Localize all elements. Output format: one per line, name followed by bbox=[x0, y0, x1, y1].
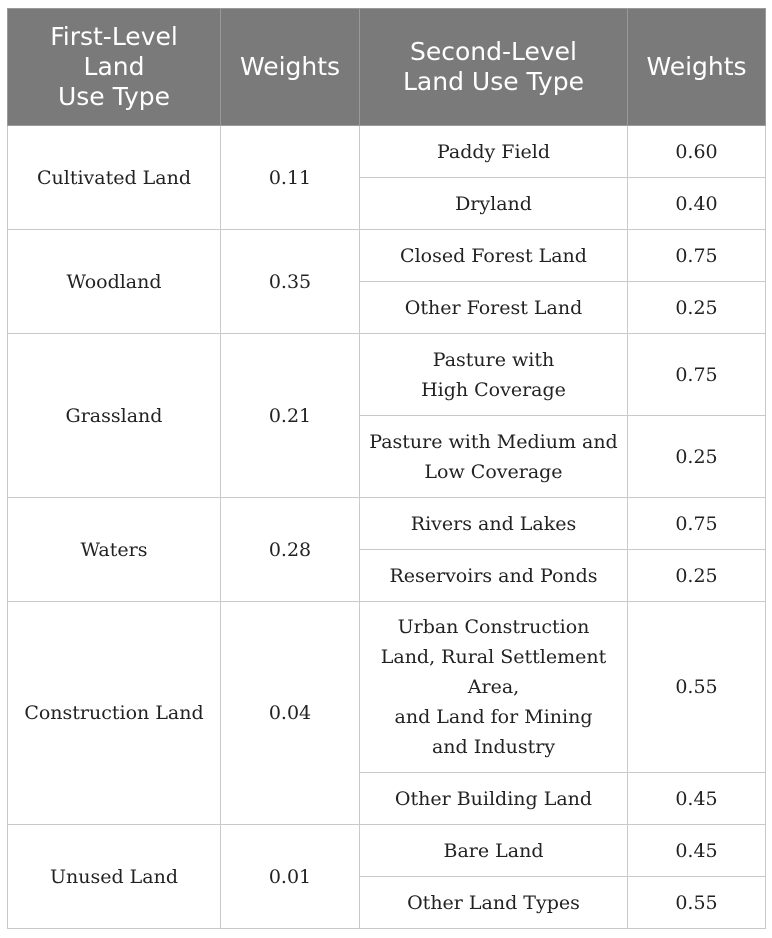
second-level-type-cell: Rivers and Lakes bbox=[360, 498, 628, 550]
first-level-type-cell: Construction Land bbox=[8, 602, 221, 825]
table-row bbox=[8, 230, 766, 282]
second-level-weight-cell: 0.45 bbox=[628, 825, 766, 877]
header-second-level-weights: Weights bbox=[628, 9, 766, 126]
second-level-type-cell: Pasture with Medium and Low Coverage bbox=[360, 416, 628, 498]
second-level-weight-cell: 0.45 bbox=[628, 773, 766, 825]
first-level-weight-cell: 0.11 bbox=[221, 126, 360, 230]
land-use-weights-table bbox=[7, 8, 766, 929]
table-row bbox=[8, 126, 766, 178]
second-level-weight-cell: 0.60 bbox=[628, 126, 766, 178]
second-level-weight-cell: 0.75 bbox=[628, 334, 766, 416]
second-level-type-cell: Pasture with High Coverage bbox=[360, 334, 628, 416]
table-row bbox=[8, 334, 766, 416]
first-level-weight-cell: 0.28 bbox=[221, 498, 360, 602]
first-level-weight-cell: 0.35 bbox=[221, 230, 360, 334]
first-level-weight-cell: 0.21 bbox=[221, 334, 360, 498]
header-second-level-type: Second-Level Land Use Type bbox=[360, 9, 628, 126]
second-level-type-cell: Urban Construction Land, Rural Settlement Area, and Land for Mining and Industry bbox=[360, 602, 628, 773]
second-level-type-cell: Paddy Field bbox=[360, 126, 628, 178]
second-level-weight-cell: 0.75 bbox=[628, 230, 766, 282]
header-first-level-type: First-Level Land Use Type bbox=[8, 9, 221, 126]
second-level-weight-cell: 0.40 bbox=[628, 178, 766, 230]
first-level-weight-cell: 0.01 bbox=[221, 825, 360, 929]
second-level-weight-cell: 0.25 bbox=[628, 416, 766, 498]
second-level-type-cell: Other Forest Land bbox=[360, 282, 628, 334]
second-level-type-cell: Closed Forest Land bbox=[360, 230, 628, 282]
table-row bbox=[8, 602, 766, 773]
header-first-level-weights: Weights bbox=[221, 9, 360, 126]
second-level-weight-cell: 0.25 bbox=[628, 550, 766, 602]
first-level-type-cell: Waters bbox=[8, 498, 221, 602]
first-level-type-cell: Grassland bbox=[8, 334, 221, 498]
second-level-type-cell: Other Building Land bbox=[360, 773, 628, 825]
second-level-weight-cell: 0.25 bbox=[628, 282, 766, 334]
second-level-weight-cell: 0.55 bbox=[628, 877, 766, 929]
first-level-type-cell: Cultivated Land bbox=[8, 126, 221, 230]
first-level-type-cell: Unused Land bbox=[8, 825, 221, 929]
table-row bbox=[8, 825, 766, 877]
second-level-type-cell: Reservoirs and Ponds bbox=[360, 550, 628, 602]
second-level-weight-cell: 0.75 bbox=[628, 498, 766, 550]
second-level-weight-cell: 0.55 bbox=[628, 602, 766, 773]
second-level-type-cell: Other Land Types bbox=[360, 877, 628, 929]
first-level-weight-cell: 0.04 bbox=[221, 602, 360, 825]
header-row bbox=[8, 9, 766, 126]
second-level-type-cell: Dryland bbox=[360, 178, 628, 230]
second-level-type-cell: Bare Land bbox=[360, 825, 628, 877]
table-row bbox=[8, 498, 766, 550]
first-level-type-cell: Woodland bbox=[8, 230, 221, 334]
